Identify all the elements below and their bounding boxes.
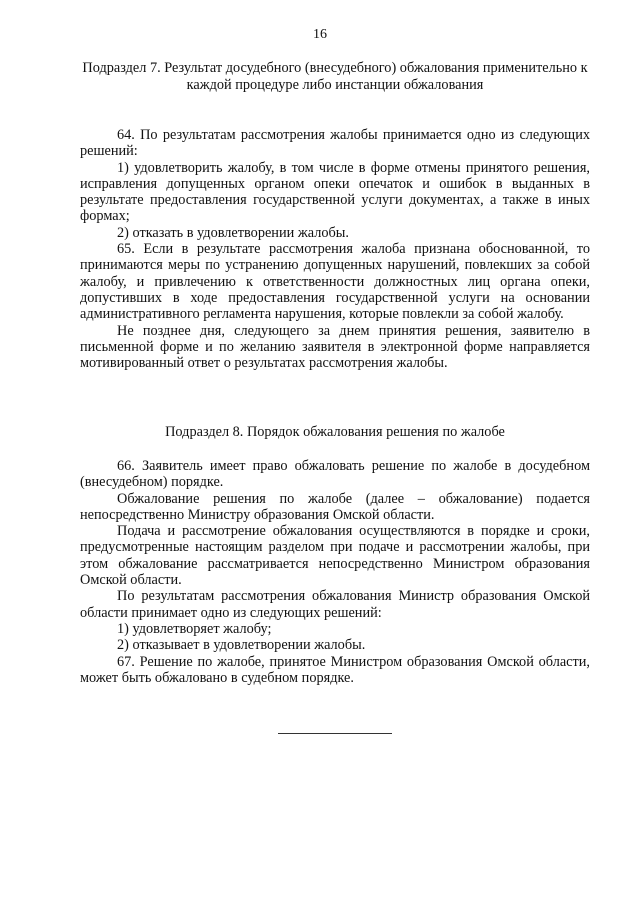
section-7-title: Подраздел 7. Результат досудебного (внесудебного) обжалования применительно к каждой процедуре либо инстанции обжалования (82, 60, 588, 93)
paragraph-65: 65. Если в результате рассмотрения жалоба признана обоснованной, то принимаются меры по устранению допущенных нарушений, повлекших за собой жалобу, и привлечению к ответственности должностных лиц органа опеки, допустивших в ходе предоставления государственной услуги на основании административного регламента нарушения, которые повлекли за собой жалобу. (80, 241, 590, 323)
paragraph-64: 64. По результатам рассмотрения жалобы принимается одно из следующих решений: (80, 127, 590, 160)
paragraph-66: 66. Заявитель имеет право обжаловать решение по жалобе в досудебном (внесудебном) порядке. (80, 458, 590, 491)
paragraph-64-option-2: 2) отказать в удовлетворении жалобы. (117, 224, 349, 241)
paragraph-appeal-procedure: Подача и рассмотрение обжалования осуществляются в порядке и сроки, предусмотренные настоящим разделом при подаче и рассмотрении жалобы, при этом обжалование рассматривается непосредственно Министром образования Омской области. (80, 523, 590, 589)
section-7-body (80, 127, 590, 371)
section-8-body (80, 458, 590, 686)
paragraph-67: 67. Решение по жалобе, принятое Министром образования Омской области, может быть обжаловано в судебном порядке. (80, 653, 590, 686)
end-divider (278, 733, 392, 734)
page-number: 16 (313, 27, 327, 42)
paragraph-65-answer: Не позднее дня, следующего за днем принятия решения, заявителю в письменной форме и по желанию заявителя в электронной форме направляется мотивированный ответ о результатах рассмотрения жалобы. (80, 322, 590, 372)
paragraph-appeal-option-1: 1) удовлетворяет жалобу; (117, 620, 272, 637)
paragraph-appeal-decisions: По результатам рассмотрения обжалования Министр образования Омской области принимает одно из следующих решений: (80, 588, 590, 621)
paragraph-appeal-option-2: 2) отказывает в удовлетворении жалобы. (117, 637, 366, 654)
paragraph-64-option-1: 1) удовлетворить жалобу, в том числе в форме отмены принятого решения, исправления допущенных органом опеки опечаток и ошибок в выданных в результате предоставления государственной услуги документах, а также в иных формах; (80, 159, 590, 225)
section-8-title: Подраздел 8. Порядок обжалования решения по жалобе (165, 424, 505, 440)
paragraph-appeal-submission: Обжалование решения по жалобе (далее – обжалование) подается непосредственно Министру образования Омской области. (80, 490, 590, 523)
